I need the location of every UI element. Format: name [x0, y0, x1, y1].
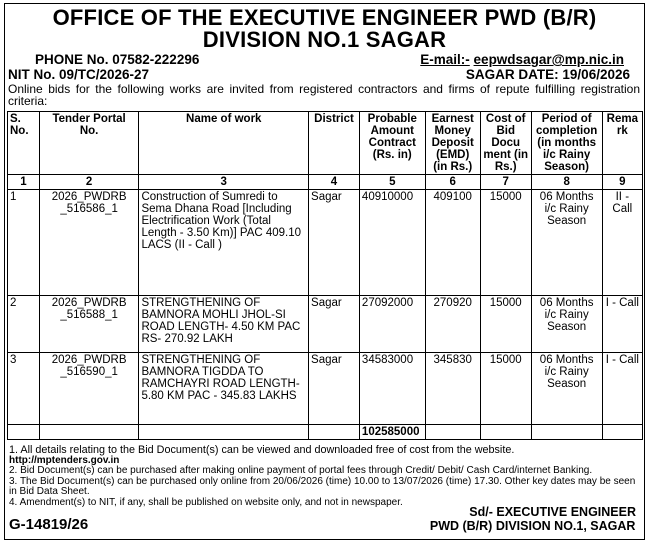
- signatory-office: PWD (B/R) DIVISION NO.1, SAGAR: [429, 519, 636, 533]
- probable-amount: 34583000: [359, 353, 425, 425]
- header-cell: Cost of Bid Docu ment (in Rs.): [480, 112, 531, 175]
- completion-period: 06 Months i/c Rainy Season: [531, 190, 602, 296]
- header-cell: District: [309, 112, 360, 175]
- table-row: [8, 353, 643, 425]
- tender-notice: [4, 3, 645, 540]
- empty-cell: [39, 425, 139, 440]
- signatory-title: Sd/- EXECUTIVE ENGINEER: [469, 505, 636, 519]
- probable-amount: 40910000: [359, 190, 425, 296]
- nit-number: NIT No. 09/TC/2026-27: [8, 67, 150, 82]
- serial-no: 1: [8, 190, 40, 296]
- probable-amount: 27092000: [359, 296, 425, 353]
- bid-doc-cost: 15000: [480, 353, 531, 425]
- empty-cell: [425, 425, 480, 440]
- column-number: 8: [531, 175, 602, 190]
- header-cell: Rema rk: [602, 112, 642, 175]
- email-block: [420, 52, 624, 67]
- nit-row: [5, 67, 644, 82]
- empty-cell: [309, 425, 360, 440]
- column-number: 1: [8, 175, 40, 190]
- table-row: [8, 190, 643, 296]
- works-table: [7, 111, 643, 440]
- empty-cell: [139, 425, 309, 440]
- column-number: 2: [39, 175, 139, 190]
- note-1: 1. All details relating to the Bid Document(s) can be viewed and downloaded free of cost from the website.: [9, 444, 515, 456]
- remark: II - Call: [602, 190, 642, 296]
- remark: I - Call: [602, 296, 642, 353]
- district: Sagar: [309, 353, 360, 425]
- division-title: DIVISION NO.1 SAGAR: [202, 27, 447, 52]
- work-name: Construction of Sumredi to Sema Dhana Road [Including Electrification Work (Total Length - 3.50 Km)] PAC 409.10 LACS (II - Call ): [139, 190, 309, 296]
- note-3: 3. The Bid Document(s) can be purchased only online from 20/06/2026 (time) 10.00 to 13/07/2026 (time) 17.30. Other key dates may be seen in Bid Data Sheet.: [9, 475, 636, 497]
- column-number: 5: [359, 175, 425, 190]
- emd-amount: 409100: [425, 190, 480, 296]
- phone-number: PHONE No. 07582-222296: [35, 52, 200, 67]
- column-number: 4: [309, 175, 360, 190]
- office-title: OFFICE OF THE EXECUTIVE ENGINEER PWD (B/R): [52, 5, 597, 30]
- header-cell: Earnest Money Deposit (EMD) (in Rs.): [425, 112, 480, 175]
- district: Sagar: [309, 190, 360, 296]
- notice-date: SAGAR DATE: 19/06/2026: [465, 67, 630, 82]
- empty-cell: [8, 425, 40, 440]
- note-2: 2. Bid Document(s) can be purchased after making online payment of portal fees through Credit/ Debit/ Cash Card/internet Banking.: [9, 465, 593, 476]
- header-cell: Tender Portal No.: [39, 112, 139, 175]
- column-number: 3: [139, 175, 309, 190]
- total-row: [8, 425, 643, 440]
- intro-text: Online bids for the following works are invited from registered contractors and firms of repute fulfilling registration criteria:: [8, 82, 640, 108]
- tender-portal-no: 2026_PWDRB _516590_1: [39, 353, 139, 425]
- work-name: STRENGTHENING OF BAMNORA MOHLI JHOL-SI ROAD LENGTH- 4.50 KM PAC RS- 270.92 LAKH: [139, 296, 309, 353]
- email-link[interactable]: eepwdsagar@mp.nic.in: [473, 52, 624, 67]
- contact-row: [5, 52, 644, 67]
- serial-no: 2: [8, 296, 40, 353]
- notes: [5, 440, 644, 508]
- tender-portal-no: 2026_PWDRB _516586_1: [39, 190, 139, 296]
- emd-amount: 345830: [425, 353, 480, 425]
- completion-period: 06 Months i/c Rainy Season: [531, 296, 602, 353]
- tender-website-link[interactable]: http://mptenders.gov.in: [9, 454, 120, 466]
- table-header-row: [8, 112, 643, 175]
- note-4: 4. Amendment(s) to NIT, if any, shall be published on website only, and not in newspaper.: [9, 496, 403, 508]
- work-name: STRENGTHENING OF BAMNORA TIGDDA TO RAMCHAYRI ROAD LENGTH- 5.80 KM PAC - 345.83 LAKHS: [139, 353, 309, 425]
- bid-doc-cost: 15000: [480, 296, 531, 353]
- empty-cell: [531, 425, 602, 440]
- header-cell: S. No.: [8, 112, 40, 175]
- header-cell: Period of completion (in months i/c Rainy Season): [531, 112, 602, 175]
- district: Sagar: [309, 296, 360, 353]
- footer: [9, 505, 636, 533]
- header-cell: Name of work: [139, 112, 309, 175]
- remark: I - Call: [602, 353, 642, 425]
- emd-amount: 270920: [425, 296, 480, 353]
- empty-cell: [480, 425, 531, 440]
- column-number-row: [8, 175, 643, 190]
- email-label: E-mail:-: [420, 52, 470, 67]
- signature-block: [429, 505, 636, 533]
- column-number: 7: [480, 175, 531, 190]
- advert-code: G-14819/26: [9, 516, 89, 533]
- empty-cell: [602, 425, 642, 440]
- completion-period: 06 Months i/c Rainy Season: [531, 353, 602, 425]
- table-row: [8, 296, 643, 353]
- bid-doc-cost: 15000: [480, 190, 531, 296]
- header-cell: Probable Amount Contract (Rs. in): [359, 112, 425, 175]
- total-amount: 102585000: [359, 425, 425, 440]
- serial-no: 3: [8, 353, 40, 425]
- column-number: 9: [602, 175, 642, 190]
- column-number: 6: [425, 175, 480, 190]
- tender-portal-no: 2026_PWDRB _516588_1: [39, 296, 139, 353]
